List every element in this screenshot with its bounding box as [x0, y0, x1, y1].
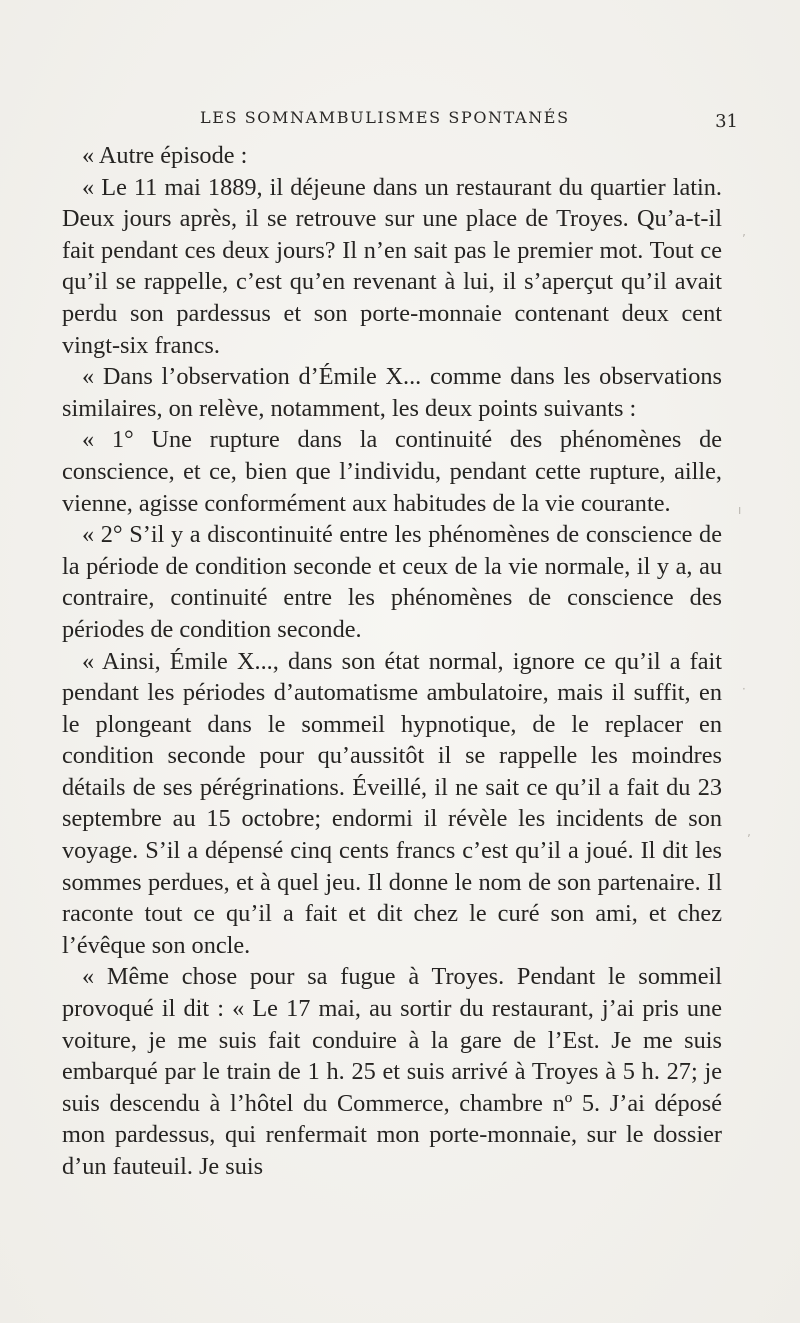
paragraph-observation: « Dans l’observation d’Émile X... comme dans les observations similaires, on relève, notamment, les deux points suivants :	[62, 363, 722, 422]
running-title: LES SOMNAMBULISMES SPONTANÉS	[200, 108, 570, 127]
margin-speck: ·	[742, 682, 746, 696]
paragraph-ainsi: « Ainsi, Émile X..., dans son état normal, ignore ce qu’il a fait pendant les périodes d’automatisme ambulatoire, mais il suffit, en le plongeant dans le sommeil hypnotique, de le replacer en condition seconde pour qu’aussitôt il se rappelle les moindres détails de ses pérégrinations. Éveillé, il ne sait ce qu’il a fait du 23 septembre au 15 octobre; endormi il révèle les incidents de son voyage. S’il a dépensé cinq cents francs c’est qu’il a joué. Il dit les sommes perdues, et à quel jeu. Il donne le nom de son partenaire. Il raconte tout ce qu’il a fait et dit chez le curé son ami, et chez l’évêque son oncle.	[62, 647, 722, 959]
margin-speck: ʼ	[747, 832, 751, 846]
margin-speck: ’	[742, 232, 746, 246]
paragraph-point-1: « 1° Une rupture dans la continuité des phénomènes de conscience, et ce, bien que l’individu, pendant cette rupture, aille, vienne, agisse conformément aux habitudes de la vie courante.	[62, 426, 722, 517]
page-header	[60, 103, 738, 133]
paragraph-autre-episode: « Autre épisode :	[82, 142, 248, 169]
page-number: 31	[715, 111, 738, 132]
paragraph-point-2: « 2° S’il y a discontinuité entre les phénomènes de conscience de la période de condition seconde et ceux de la vie normale, il y a, au contraire, continuité entre les phénomènes de conscience des périodes de condition seconde.	[62, 521, 722, 643]
body-text	[62, 140, 722, 1183]
paragraph-troyes: « Même chose pour sa fugue à Troyes. Pendant le sommeil provoqué il dit : « Le 17 mai, au sortir du restaurant, j’ai pris une voiture, je me suis fait conduire à la gare de l’Est. Je me suis embarqué par le train de 1 h. 25 et suis arrivé à Troyes à 5 h. 27; je suis descendu à l’hôtel du Commerce, chambre nº 5. J’ai déposé mon pardessus, qui renfermait mon porte-monnaie, sur le dossier d’un fauteuil. Je suis	[62, 963, 722, 1180]
paragraph-11-mai: « Le 11 mai 1889, il déjeune dans un restaurant du quartier latin. Deux jours après, il se retrouve sur une place de Troyes. Qu’a-t-il fait pendant ces deux jours? Il n’en sait pas le premier mot. Tout ce qu’il se rappelle, c’est qu’en revenant à lui, il s’aperçut qu’il avait perdu son pardessus et son porte-monnaie contenant deux cent vingt-six francs.	[62, 173, 722, 359]
margin-speck: ı	[738, 503, 742, 517]
